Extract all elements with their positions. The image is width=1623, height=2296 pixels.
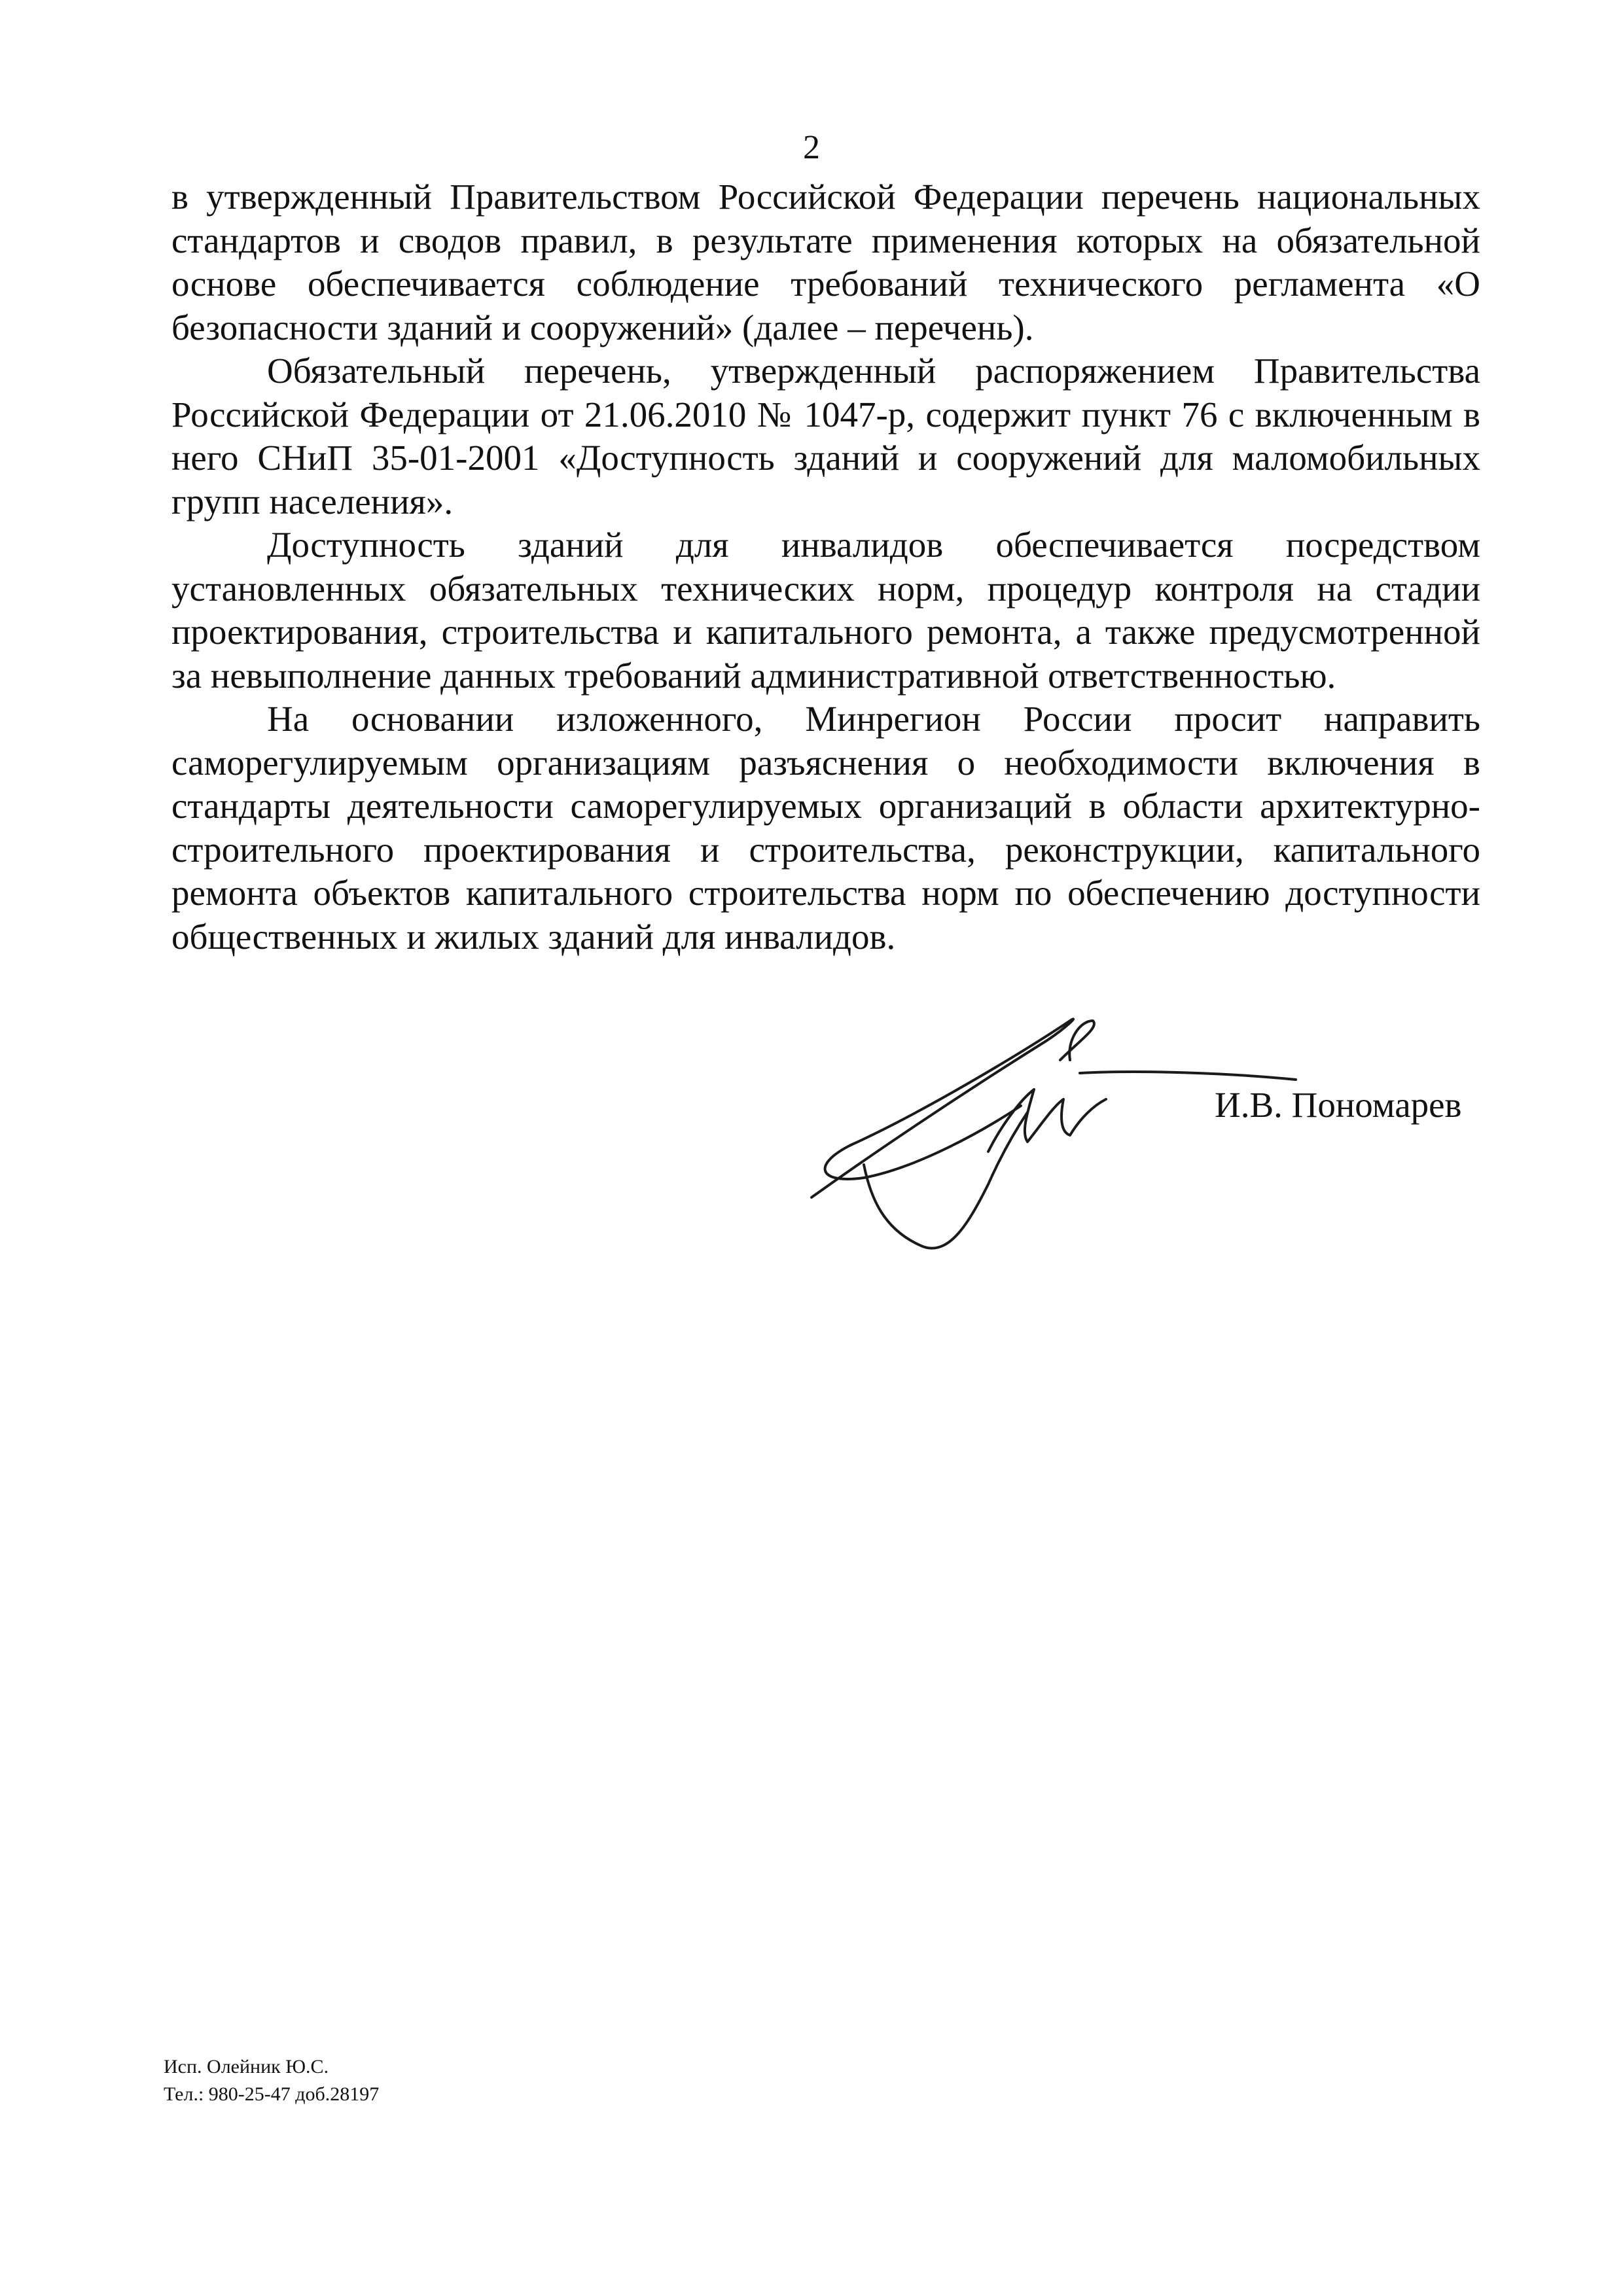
handwritten-signature xyxy=(772,1001,1427,1263)
signature-stroke-tail xyxy=(1080,1072,1296,1080)
signer-name: И.В. Пономарев xyxy=(1215,1085,1462,1125)
page-number: 2 xyxy=(803,129,820,166)
footer-executor-info xyxy=(164,2053,379,2108)
signature-stroke-loop xyxy=(864,1112,1027,1248)
footer-executor: Исп. Олейник Ю.С. xyxy=(164,2056,329,2077)
signature-stroke-letters xyxy=(988,1089,1106,1152)
paragraph-2: Обязательный перечень, утвержденный распоряжением Правительства Российской Федерации от 21.06.2010 № 1047-р, содержит пункт 76 с включенным в него СНиП 35-01-2001 «Доступность зданий и сооружений для маломобильных групп населения». xyxy=(171,351,1480,521)
paragraph-3: Доступность зданий для инвалидов обеспечивается посредством установленных обязательных технических норм, процедур контроля на стадии проектирования, строительства и капитального ремонта, а также предусмотренной за невыполнение данных требований административной ответственностью. xyxy=(171,525,1480,696)
signature-stroke-main xyxy=(812,1019,1073,1197)
letter-body xyxy=(171,175,1480,959)
paragraph-1: в утвержденный Правительством Российской Федерации перечень национальных стандартов и сводов правил, в результате применения которых на обязательной основе обеспечивается соблюдение требований технического регламента «О безопасности зданий и сооружений» (далее – перечень). xyxy=(171,177,1480,347)
paragraph-4: На основании изложенного, Минрегион России просит направить саморегулируемым организациям разъяснения о необходимости включения в стандарты деятельности саморегулируемых организаций в области архитектурно-строительного проектирования и строительства, реконструкции, капитального ремонта объектов капитального строительства норм по обеспечению доступности общественных и жилых зданий для инвалидов. xyxy=(171,699,1480,957)
signature-block xyxy=(772,1001,1492,1263)
footer-phone: Тел.: 980-25-47 доб.28197 xyxy=(164,2083,380,2105)
